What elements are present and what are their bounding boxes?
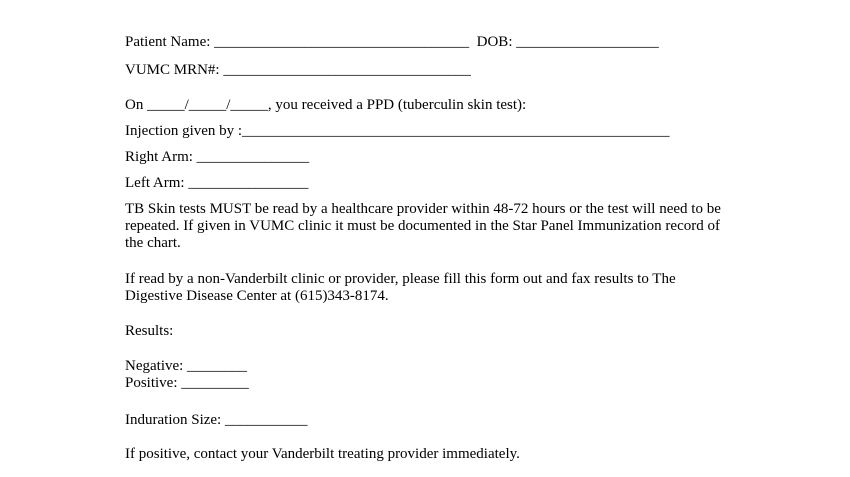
injection-given-by-line: Injection given by :_________________________________________________________ [125,123,670,139]
left-arm-line: Left Arm: ________________ [125,175,309,191]
patient-name-dob-line: Patient Name: __________________________________ DOB: ___________________ [125,34,659,50]
negative-result-line: Negative: ________ [125,358,248,374]
tb-reading-notice: TB Skin tests MUST be read by a healthcare provider within 48-72 hours or the test will need to be repeated. If given in VUMC clinic it must be documented in the Star Panel Immunization record of the chart. [125,201,721,251]
right-arm-line: Right Arm: _______________ [125,149,310,165]
induration-size-line: Induration Size: ___________ [125,412,308,428]
positive-contact-notice: If positive, contact your Vanderbilt treating provider immediately. [125,446,520,462]
results-heading: Results: [125,323,174,339]
vumc-mrn-line: VUMC MRN#: _________________________________ [125,62,471,78]
positive-result-line: Positive: _________ [125,375,249,391]
ppd-date-line: On _____/_____/_____, you received a PPD (tuberculin skin test): [125,97,527,113]
fax-results-notice: If read by a non-Vanderbilt clinic or provider, please fill this form out and fax results to The Digestive Disease Center at (615)343-8174. [125,271,676,304]
